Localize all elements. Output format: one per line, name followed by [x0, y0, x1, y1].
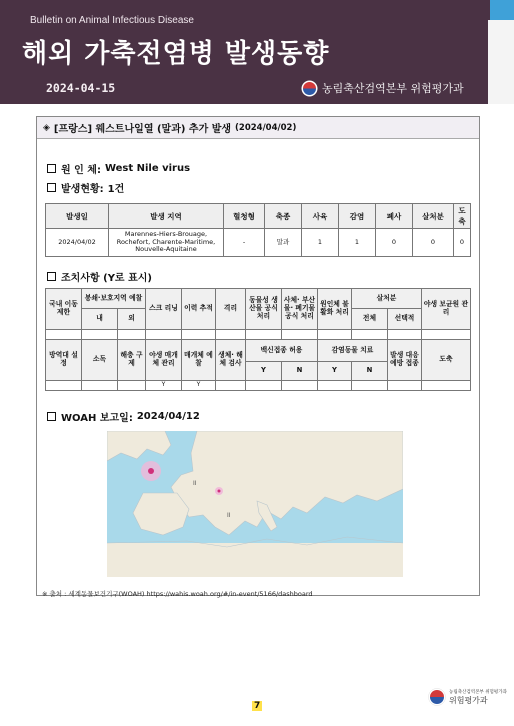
woah-line: WOAH 보고일: 2024/04/12	[47, 409, 200, 424]
pathogen-value: West Nile virus	[104, 163, 191, 174]
ministry-logo-icon	[301, 80, 318, 97]
checkbox-icon	[47, 272, 56, 281]
card-title: [프랑스] 웨스트나일열 (말과) 추가 발생	[53, 124, 232, 135]
bulletin-subtitle: Bulletin on Animal Infectious Disease	[30, 15, 194, 26]
card-title-date: (2024/04/02)	[235, 122, 297, 133]
occurrence-table	[45, 203, 471, 257]
measures-line	[47, 269, 152, 284]
checkbox-icon	[47, 412, 56, 421]
table-row	[46, 330, 471, 340]
status-line: 발생현황: 1건	[47, 180, 124, 195]
measures-label: 조치사항 (Y로 표시)	[61, 273, 152, 284]
source-footnote: ※ 출처 : 세계동물보건기구(WOAH) https://wahis.woah.org/#/in-event/5166/dashboard	[42, 590, 313, 598]
org-name: 농림축산검역본부 위험평가과	[322, 82, 464, 95]
pathogen-line: 원 인 체: West Nile virus	[47, 161, 190, 176]
footer-org-small: 농림축산검역본부 위험평가과	[449, 689, 507, 695]
ministry-logo-icon	[428, 688, 446, 706]
mark-vector-monitor: Y	[182, 381, 216, 391]
org-logo-block	[301, 78, 464, 98]
outbreak-map	[107, 431, 403, 577]
card-title-bar	[37, 117, 479, 139]
issue-date: 2024-04-15	[46, 81, 116, 95]
status-value: 1건	[107, 184, 125, 195]
table-row	[46, 381, 471, 391]
outbreak-card	[36, 116, 480, 596]
mark-wildlife-vector: Y	[146, 381, 182, 391]
svg-text:II: II	[227, 512, 231, 519]
header	[0, 0, 514, 104]
page-title: 해외 가축전염병 발생동향	[22, 39, 330, 69]
footer-org-name: 위험평가과	[449, 695, 488, 705]
measures-table: 국내 이동 제한 봉쇄·보호지역 예찰 스크 리닝 이력 추적 격리 동물성 생산물 공식 처리 사체· 부산물· 폐기물 공식 처리 원인체 불활화 처리 살처분 야생 보균원 관리 내 외 전체 선택적 방역대 설정 소독 해충 구제 야생 매개체 관리 매개체 예찰 생체· 해체 검사 백신접종 허용 감염동물 치료 발생 대응 예방 접종 도축 Y N Y N Y Y	[45, 288, 471, 391]
table-header-row: 발생일 발생 지역 혈청형 축종 사육 감염 폐사 살처분 도축	[46, 204, 471, 229]
page-number: 7	[254, 701, 261, 711]
table-row: 2024/04/02 Marennes-Hiers-Brouage, Rochefort, Charente-Maritime, Nouvelle-Aquitaine - 말과 1 1 0 0 0	[46, 229, 471, 257]
footer-org-block	[428, 688, 507, 706]
checkbox-icon	[47, 164, 56, 173]
europe-map-image	[107, 431, 403, 577]
diamond-icon: ◈	[43, 122, 50, 133]
svg-text:II: II	[193, 480, 197, 487]
woah-date: 2024/04/12	[136, 411, 200, 422]
corner-decoration	[488, 0, 514, 104]
checkbox-icon	[47, 183, 56, 192]
